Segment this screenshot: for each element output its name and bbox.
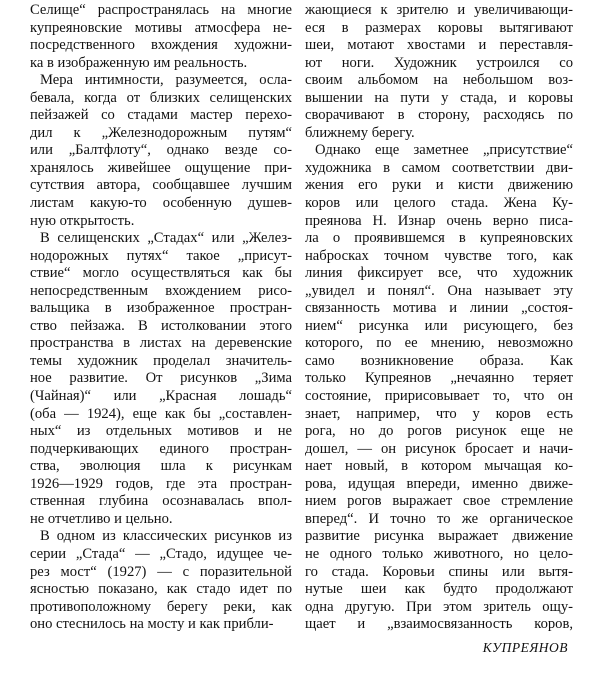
text-line: Мера интимности, разумеется, осла- bbox=[40, 72, 292, 89]
text-line: жения его руки и кисти движению bbox=[305, 177, 573, 194]
text-line: художника в самом соответствии дви- bbox=[305, 159, 573, 176]
text-line: ла о проявившемся в купреяновских bbox=[305, 230, 573, 247]
left-text-column bbox=[30, 2, 292, 634]
text-line: бевала, когда от близких селищенских bbox=[30, 89, 292, 106]
text-line: посредственного вхождения художни- bbox=[30, 37, 292, 54]
text-line: ствие“ могло осуществляться как бы bbox=[30, 265, 292, 282]
text-line: развитие рисунка выражает движение bbox=[305, 528, 573, 545]
running-head: КУПРЕЯНОВ bbox=[482, 640, 568, 655]
text-line: своим альбомом на небольшом воз- bbox=[305, 72, 573, 89]
text-line: вышении на пути у стада, и коровы bbox=[305, 89, 573, 106]
text-line: пространства в листах на деревенские bbox=[30, 335, 292, 352]
right-text-column bbox=[305, 2, 573, 634]
text-line: В одном из классических рисунков из bbox=[40, 528, 292, 545]
text-line: жающиеся к зрителю и увеличивающи- bbox=[305, 2, 573, 18]
text-line: темы художник проделал значитель- bbox=[30, 352, 292, 369]
text-line: оно стеснилось на мосту и как прибли- bbox=[30, 616, 274, 633]
text-line: нутые шеи как будто продолжают bbox=[305, 581, 573, 598]
text-line: не одного только животного, но цело- bbox=[305, 545, 573, 562]
text-line: Селище“ распространялась на многие bbox=[30, 2, 292, 18]
text-line: противоположному берегу реки, как bbox=[30, 598, 292, 615]
text-line: нодорожных путях“ такое „присут- bbox=[30, 247, 292, 264]
text-line: (Чайная)“ или „Красная лошадь“ bbox=[30, 388, 292, 405]
text-line: нает новый, в котором мычащая ко- bbox=[305, 458, 573, 475]
text-line: В селищенских „Стадах“ или „Желез- bbox=[40, 230, 292, 247]
text-line: хранялось живейшее ощущение при- bbox=[30, 159, 292, 176]
text-line: не отчетливо и цельно. bbox=[30, 510, 173, 527]
text-line: только Купреянов „нечаянно теряет bbox=[305, 370, 573, 387]
text-line: знает, например, что у коров есть bbox=[305, 405, 573, 422]
text-line: состояние, пририсовывает то, что он bbox=[305, 388, 573, 405]
text-line: ства, эволюция шла к рисункам bbox=[30, 458, 292, 475]
text-line: непосредственным вхождением рисо- bbox=[30, 282, 292, 299]
text-line: купреяновские мотивы атмосфера не- bbox=[30, 19, 292, 36]
text-line: ственная глубина осознавалась впол- bbox=[30, 493, 292, 510]
text-line: связанность мотива и линии „состоя- bbox=[305, 300, 573, 317]
text-line: ную открытость. bbox=[30, 212, 135, 229]
text-line: само возникновение образа. Как bbox=[305, 352, 573, 369]
text-line: щает и „взаимосвязанность коров, bbox=[305, 616, 573, 633]
text-line: (оба — 1924), еще как бы „составлен- bbox=[30, 405, 292, 422]
text-line: преянова Н. Изнар очень верно писа- bbox=[305, 212, 573, 229]
text-line: ное развитие. От рисунков „Зима bbox=[30, 370, 292, 387]
text-line: ближнему берегу. bbox=[305, 124, 415, 141]
text-line: нием рогов выражает свое стремление bbox=[305, 493, 573, 510]
text-line: рога, но до рогов рисунок еще не bbox=[305, 423, 573, 440]
text-line: ясностью показано, как стадо идет по bbox=[30, 581, 292, 598]
text-line: подчеркивающих единого простран- bbox=[30, 440, 292, 457]
text-line: пейзажей со стадами мастер перехо- bbox=[30, 107, 292, 124]
text-line: рез мост“ (1927) — с поразительной bbox=[30, 563, 292, 580]
text-line: серии „Стада“ — „Стадо, идущее че- bbox=[30, 545, 292, 562]
text-line: ных“ из отдельных мотивов и не bbox=[30, 423, 292, 440]
text-line: дошел, — он рисунок бросает и начи- bbox=[305, 440, 573, 457]
text-line: которого, по ее мнению, невозможно bbox=[305, 335, 573, 352]
text-line: коров или целого стада. Жена Ку- bbox=[305, 195, 573, 212]
text-line: вальщика в изображенное простран- bbox=[30, 300, 292, 317]
text-line: „увидел и понял“. Она называет эту bbox=[305, 282, 573, 299]
text-line: одна другую. При этом зритель ощу- bbox=[305, 598, 573, 615]
text-line: шеи, мотают хвостами и переставля- bbox=[305, 37, 573, 54]
text-line: листам какую-то особенную душев- bbox=[30, 195, 292, 212]
text-line: еся в размерах коровы вытягивают bbox=[305, 19, 573, 36]
text-line: го стада. Коровьи спины или вытя- bbox=[305, 563, 573, 580]
text-line: рова, идущая впереди, именно движе- bbox=[305, 475, 573, 492]
text-line: набросках точном чувстве того, как bbox=[305, 247, 573, 264]
text-line: линия фиксирует все, что художник bbox=[305, 265, 573, 282]
text-line: нием“ рисунка или рисующего, без bbox=[305, 317, 573, 334]
text-line: сутствия автора, сообщавшее лучшим bbox=[30, 177, 292, 194]
text-line: ство пейзажа. В истолковании этого bbox=[30, 317, 292, 334]
text-line: дил к „Железнодорожным путям“ bbox=[30, 124, 292, 141]
text-line: ка в изображенную им реальность. bbox=[30, 54, 248, 71]
text-line: Однако еще заметнее „присутствие“ bbox=[315, 142, 573, 159]
text-line: вперед“. И точно то же органическое bbox=[305, 510, 573, 527]
text-line: 1926—1929 годов, где эта простран- bbox=[30, 475, 292, 492]
text-line: сворачивают в сторону, расходясь по bbox=[305, 107, 573, 124]
text-line: ют ноги. Художник устроился со bbox=[305, 54, 573, 71]
text-line: или „Балтфлоту“, однако везде со- bbox=[30, 142, 292, 159]
